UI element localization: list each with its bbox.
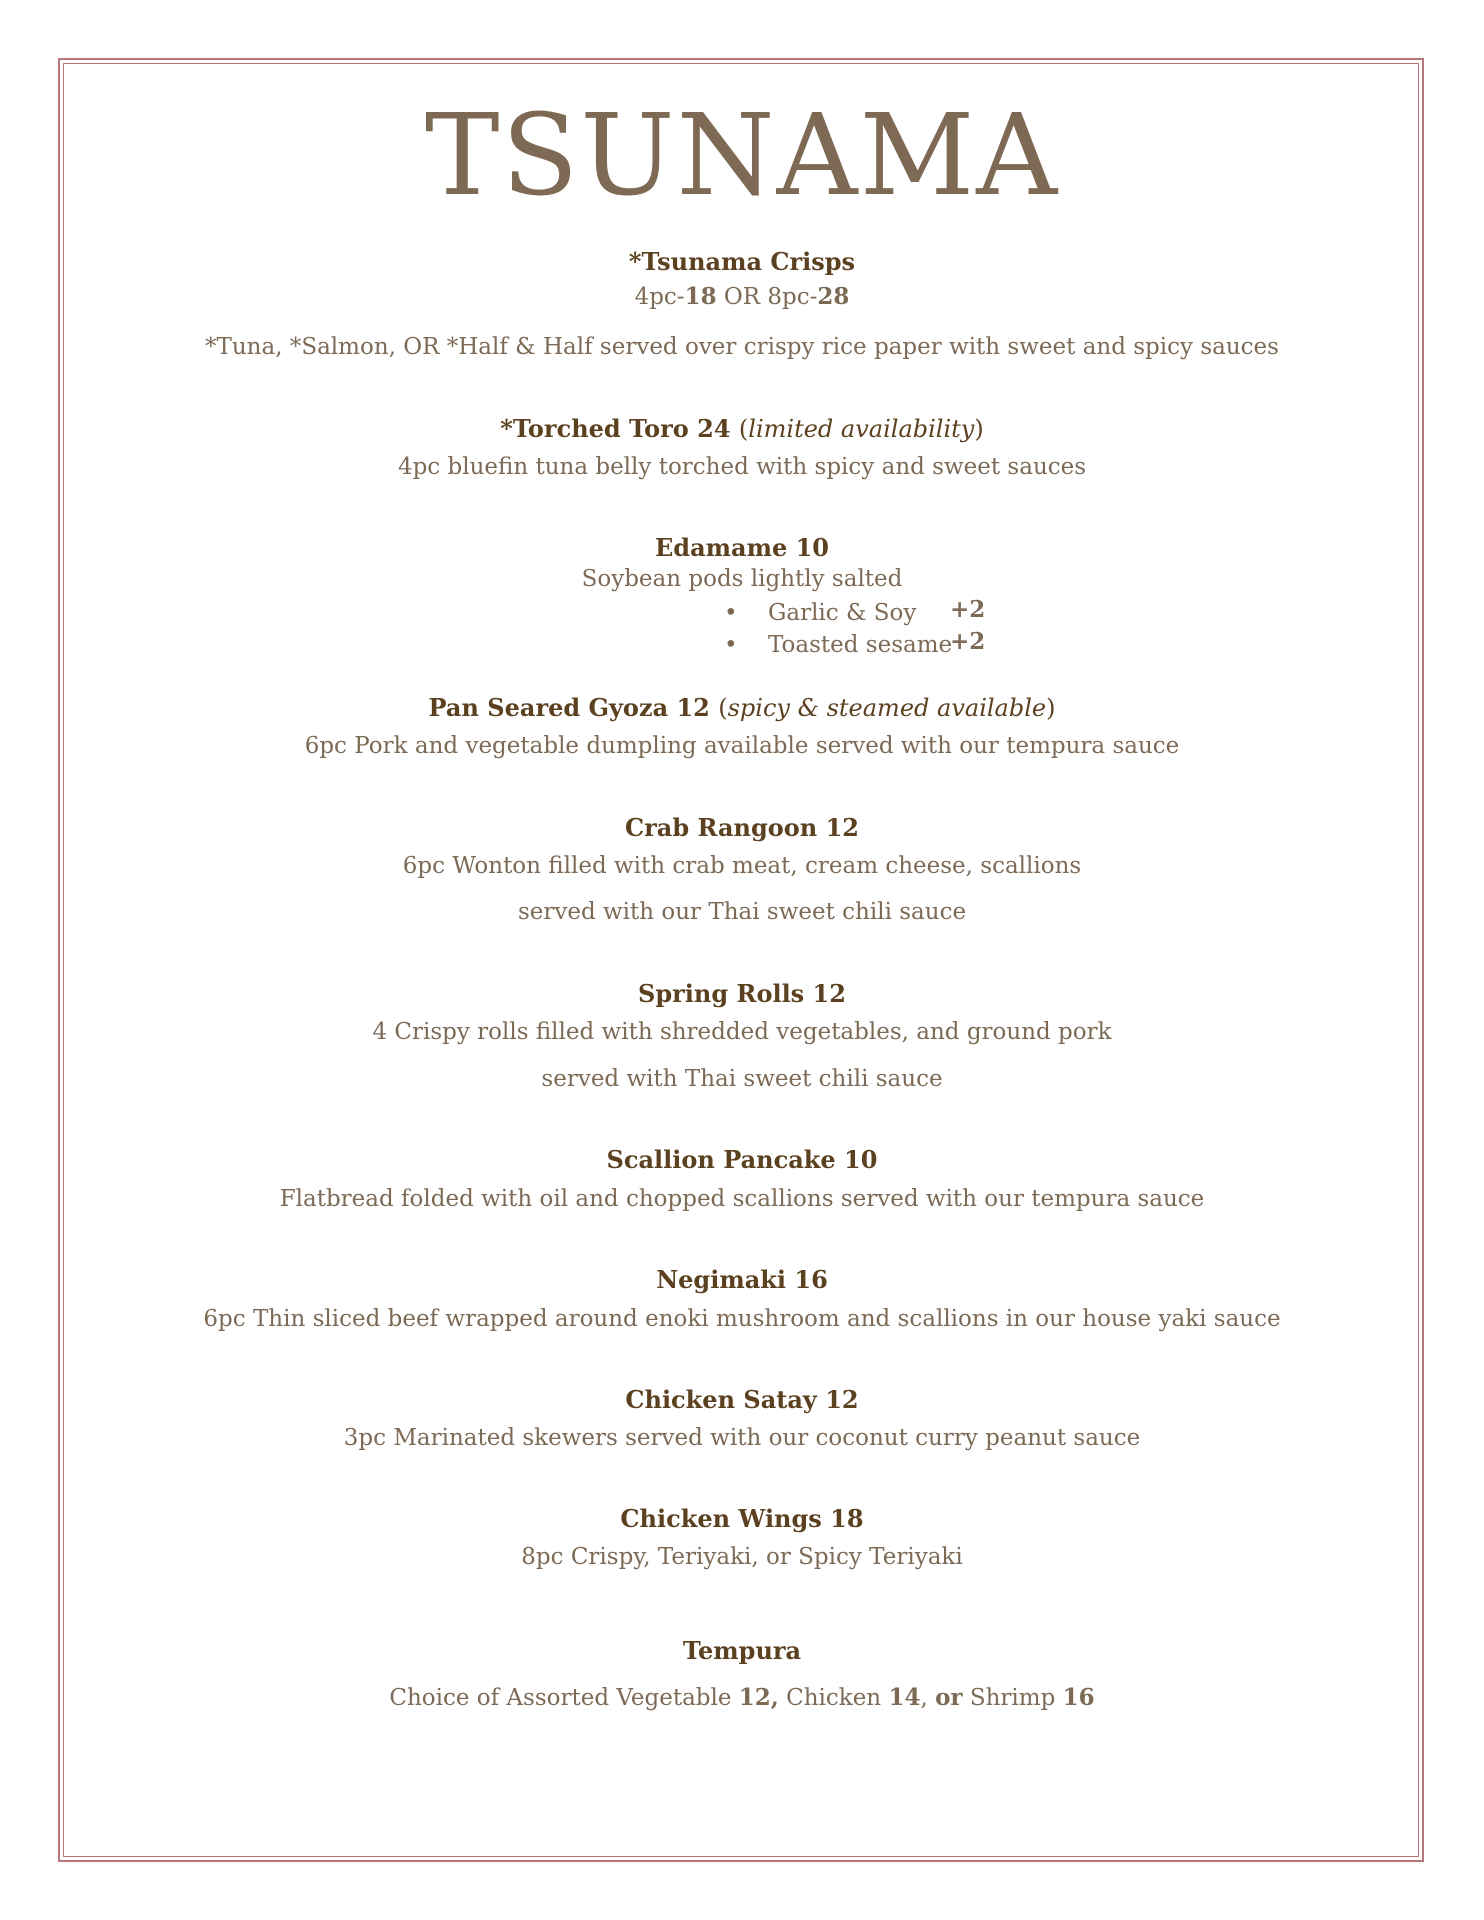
item-description: 8pc Crispy, Teriyaki, or Spicy Teriyaki	[521, 1544, 963, 1570]
menu-item-edamame	[64, 533, 1420, 563]
tempura-or: or	[935, 1684, 963, 1711]
menu-item-wings	[64, 1504, 1420, 1534]
tempura-choice-prefix: Choice of Assorted Vegetable	[389, 1685, 739, 1711]
price-chicken: 14	[888, 1684, 921, 1711]
pancake-description	[64, 1184, 1420, 1214]
option-price: +2	[950, 596, 986, 623]
item-name: Crab Rangoon 12	[625, 813, 859, 842]
portion-large: 8pc-	[767, 284, 818, 310]
negimaki-description	[64, 1304, 1420, 1334]
satay-description	[64, 1423, 1420, 1453]
item-note: limited availability	[748, 415, 975, 443]
toro-description	[64, 452, 1420, 482]
menu-item-spring-rolls	[64, 979, 1420, 1009]
item-description: Soybean pods lightly salted	[581, 566, 903, 592]
item-name: Spring Rolls 12	[638, 979, 846, 1008]
spring-rolls-description-1	[64, 1017, 1420, 1047]
crisps-description	[64, 332, 1420, 362]
restaurant-title: TSUNAMA	[424, 91, 1060, 221]
item-note: spicy & steamed available	[727, 694, 1047, 722]
price-large: 28	[817, 283, 850, 310]
item-name: Pan Seared Gyoza 12	[428, 693, 710, 722]
item-name: Chicken Wings 18	[620, 1504, 864, 1533]
price-shrimp: 16	[1062, 1684, 1095, 1711]
menu-item-satay	[64, 1385, 1420, 1415]
item-description: 6pc Pork and vegetable dumpling available served with our tempura sauce	[304, 733, 1180, 759]
tempura-comma: ,	[920, 1685, 936, 1711]
portion-joiner: OR	[716, 284, 768, 310]
item-name: *Torched Toro 24	[500, 414, 731, 443]
option-label: Garlic & Soy	[768, 600, 917, 626]
wings-description	[64, 1542, 1420, 1572]
menu-item-negimaki	[64, 1265, 1420, 1295]
menu-item-gyoza: Pan Seared Gyoza 12 (spicy & steamed available)	[428, 693, 1056, 722]
item-name: Negimaki 16	[656, 1265, 828, 1294]
option-row	[724, 597, 1054, 629]
item-description: served with our Thai sweet chili sauce	[517, 899, 967, 925]
tempura-chicken-label: Chicken	[778, 1685, 889, 1711]
item-description: served with Thai sweet chili sauce	[541, 1066, 943, 1092]
item-description: 4pc bluefin tuna belly torched with spicy and sweet sauces	[397, 454, 1087, 480]
menu-item-toro: *Torched Toro 24 (limited availability)	[500, 414, 984, 443]
item-description: 6pc Thin sliced beef wrapped around enoki mushroom and scallions in our house yaki sauce	[203, 1306, 1281, 1332]
item-name: Tempura	[682, 1636, 802, 1665]
crisps-portions	[64, 282, 1420, 312]
menu-item-tempura	[64, 1636, 1420, 1666]
tempura-shrimp-label: Shrimp	[962, 1685, 1063, 1711]
price-small: 18	[684, 283, 717, 310]
edamame-description	[64, 564, 1420, 594]
spring-rolls-description-2	[64, 1064, 1420, 1094]
item-name: Scallion Pancake 10	[606, 1145, 878, 1174]
tempura-description	[64, 1683, 1420, 1713]
item-name: Chicken Satay 12	[625, 1385, 859, 1414]
item-description: *Tuna, *Salmon, OR *Half & Half served over crispy rice paper with sweet and spicy sauces	[205, 334, 1279, 360]
option-price: +2	[950, 628, 986, 655]
bullet-icon: •	[724, 600, 738, 626]
edamame-options	[724, 597, 1054, 661]
menu-item-pancake	[64, 1145, 1420, 1175]
rangoon-description-2	[64, 897, 1420, 927]
menu-item-crisps	[64, 247, 1420, 277]
item-description: 6pc Wonton filled with crab meat, cream cheese, scallions	[402, 853, 1082, 879]
item-name: *Tsunama Crisps	[628, 247, 856, 276]
portion-small: 4pc-	[634, 284, 685, 310]
price-vegetable: 12,	[738, 1684, 779, 1711]
option-row	[724, 629, 1054, 661]
item-description: 3pc Marinated skewers served with our coconut curry peanut sauce	[343, 1425, 1141, 1451]
item-description: 4 Crispy rolls filled with shredded vegetables, and ground pork	[372, 1019, 1112, 1045]
option-label: Toasted sesame	[768, 632, 953, 658]
bullet-icon: •	[724, 632, 738, 658]
rangoon-description-1	[64, 851, 1420, 881]
item-description: Flatbread folded with oil and chopped scallions served with our tempura sauce	[279, 1186, 1205, 1212]
item-name: Edamame 10	[655, 533, 829, 562]
gyoza-description	[64, 731, 1420, 761]
menu-item-rangoon	[64, 813, 1420, 843]
